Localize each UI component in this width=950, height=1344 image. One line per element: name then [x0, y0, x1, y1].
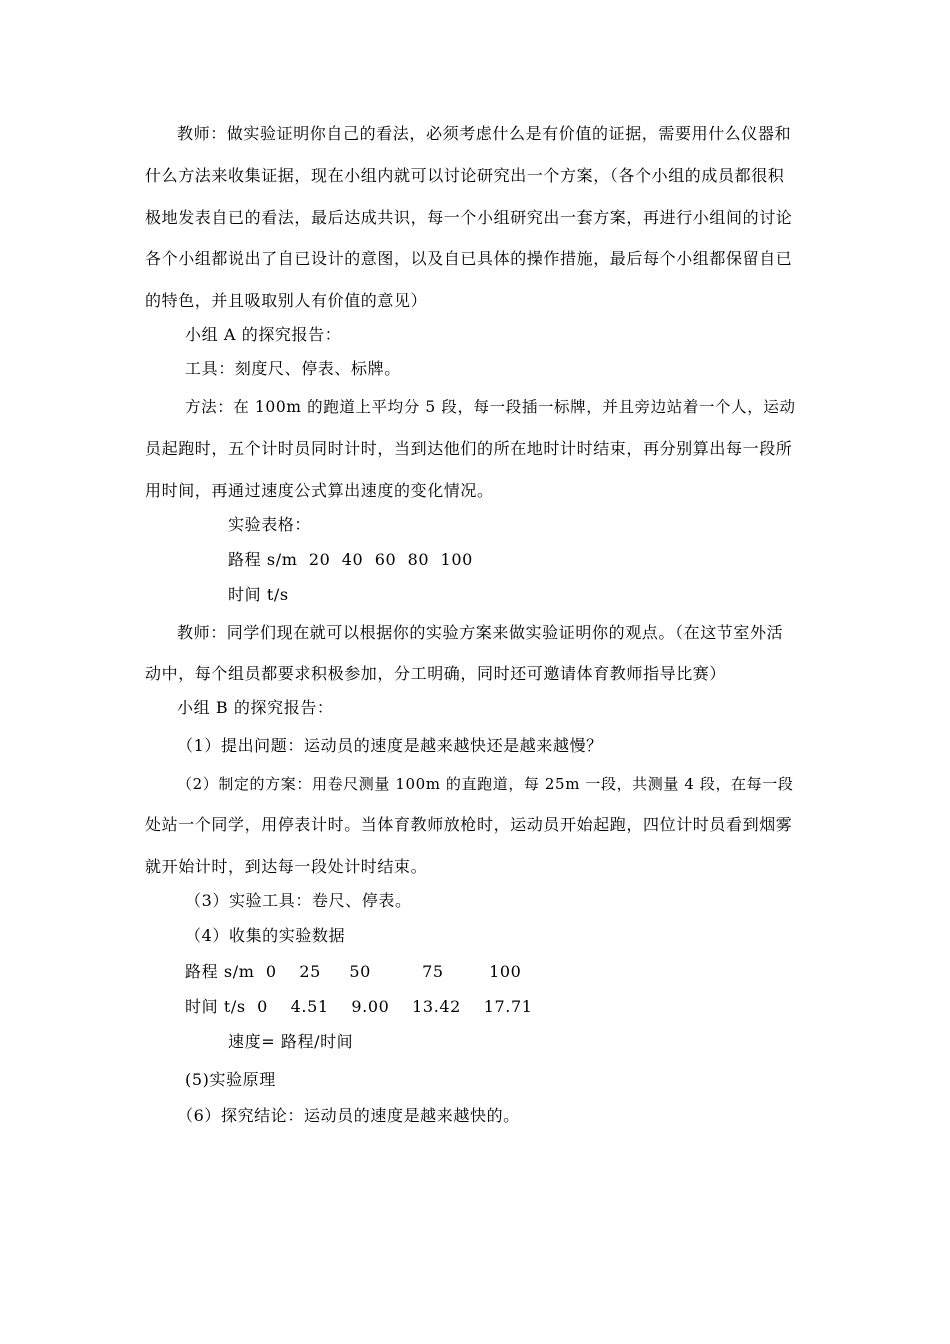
- group-a-method-line-1: 方法：在 100m 的跑道上平均分 5 段，每一段插一标牌，并且旁边站着一个人，运动: [185, 398, 796, 416]
- teacher-paragraph-2-line-1: 教师：同学们现在就可以根据你的实验方案来做实验证明你的观点。（在这节室外活: [177, 623, 784, 642]
- group-a-method-line-3: 用时间，再通过速度公式算出速度的变化情况。: [145, 481, 494, 500]
- teacher-paragraph-1-line-5: 的特色，并且吸取别人有价值的意见）: [145, 291, 428, 310]
- teacher-paragraph-1-line-2: 什么方法来收集证据，现在小组内就可以讨论研究出一个方案，（各个小组的成员都很积: [145, 166, 785, 185]
- teacher-paragraph-2-line-2: 动中，每个组员都要求积极参加，分工明确，同时还可邀请体育教师指导比赛）: [145, 664, 727, 683]
- group-b-item-2-line-3: 就开始计时，到达每一段处计时结束。: [145, 857, 428, 876]
- group-a-table-row-time: 时间 t/s: [228, 585, 289, 604]
- group-b-item-1: （1）提出问题：运动员的速度是越来越快还是越来越慢？: [177, 736, 603, 755]
- teacher-paragraph-1-line-4: 各个小组都说出了自已设计的意图，以及自已具体的操作措施，最后每个小组都保留自已: [145, 249, 793, 268]
- teacher-paragraph-1-line-1: 教师：做实验证明你自己的看法，必须考虑什么是有价值的证据，需要用什么仪器和: [177, 124, 792, 143]
- group-b-item-5: (5)实验原理: [185, 1070, 276, 1089]
- group-a-title: 小组 A 的探究报告：: [185, 325, 342, 344]
- group-b-data-row-time: 时间 t/s 0 4.51 9.00 13.42 17.71: [185, 997, 533, 1016]
- group-a-table-row-distance: 路程 s/m 20 40 60 80 100: [228, 550, 473, 569]
- group-b-title: 小组 B 的探究报告：: [177, 698, 334, 717]
- group-a-method-line-2: 员起跑时，五个计时员同时计时，当到达他们的所在地时计时结束，再分别算出每一段所: [145, 439, 793, 458]
- group-b-data-row-distance: 路程 s/m 0 25 50 75 100: [185, 962, 522, 981]
- group-b-item-6: （6）探究结论：运动员的速度是越来越快的。: [177, 1106, 520, 1125]
- group-a-table-title: 实验表格：: [228, 515, 312, 534]
- group-b-formula: 速度= 路程/时间: [228, 1032, 354, 1051]
- group-b-item-3: （3）实验工具：卷尺、停表。: [185, 891, 412, 910]
- group-b-item-2-line-1: （2）制定的方案：用卷尺测量 100m 的直跑道，每 25m 一段，共测量 4 段，在每一段: [177, 775, 794, 793]
- teacher-paragraph-1-line-3: 极地发表自已的看法，最后达成共识，每一个小组研究出一套方案，再进行小组间的讨论: [145, 208, 793, 227]
- group-a-tools: 工具：刻度尺、停表、标牌。: [185, 359, 401, 378]
- group-b-item-4: （4）收集的实验数据: [185, 926, 346, 945]
- group-b-item-2-line-2: 处站一个同学，用停表计时。当体育教师放枪时，运动员开始起跑，四位计时员看到烟雾: [145, 815, 793, 834]
